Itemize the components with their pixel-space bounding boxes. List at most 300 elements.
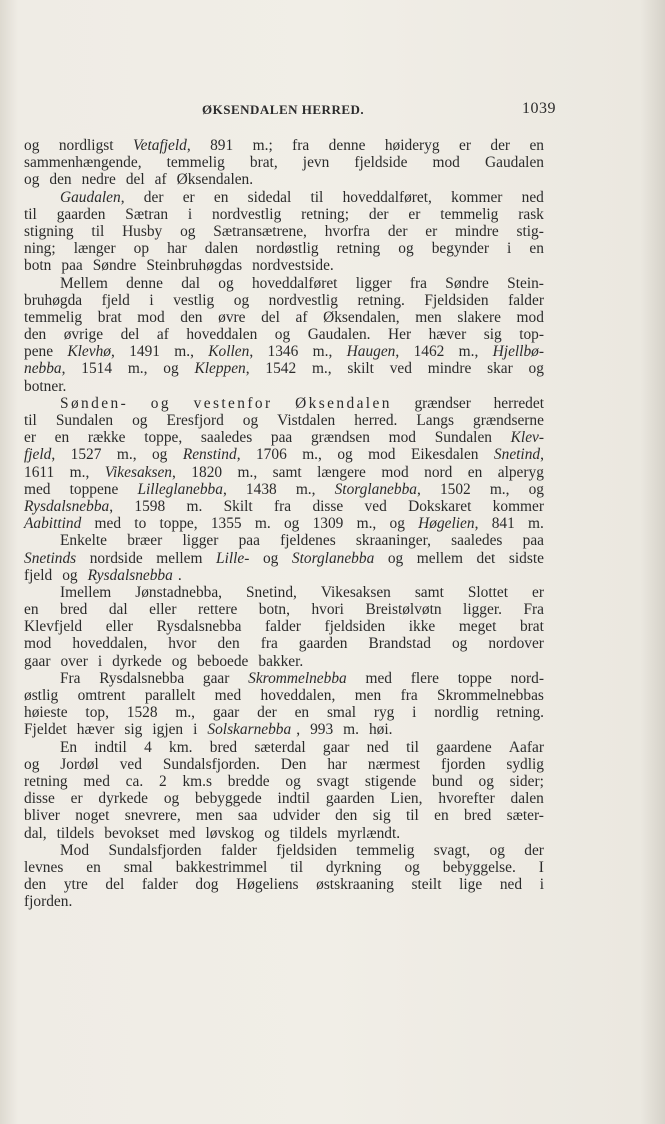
word-part: ved <box>364 497 387 515</box>
word-part: igjen <box>152 721 184 739</box>
word <box>281 756 307 773</box>
word <box>146 257 247 274</box>
word-part: , <box>109 497 114 515</box>
word <box>517 309 544 326</box>
word-part: Fra <box>60 669 81 687</box>
word-part: det <box>476 549 496 567</box>
word <box>126 171 150 188</box>
word-part: vestlig <box>173 291 215 309</box>
word-part: m. <box>254 515 271 533</box>
word <box>313 343 333 360</box>
word-part: hoveddalføret <box>251 274 338 292</box>
word-part: botn, <box>258 601 290 619</box>
word-part: . <box>177 566 182 584</box>
word <box>60 601 87 618</box>
word <box>265 360 296 377</box>
word-part: Fjeldet <box>24 721 67 739</box>
word <box>490 842 505 859</box>
word <box>72 635 147 652</box>
word <box>324 618 385 635</box>
word <box>134 498 165 515</box>
word <box>368 446 395 463</box>
word-part: og <box>478 772 494 790</box>
word-part: nordside <box>89 549 143 567</box>
word <box>532 584 544 601</box>
word-part: i <box>149 291 154 309</box>
word <box>429 326 467 343</box>
word <box>263 550 278 567</box>
word-part: østskraaning <box>316 876 394 894</box>
word <box>60 842 89 859</box>
word-part: 891 <box>210 137 234 154</box>
word-part: bruhøgda <box>24 291 83 309</box>
word <box>261 687 336 704</box>
word <box>94 739 127 756</box>
word <box>256 240 318 257</box>
word-part: Gaudalen <box>60 188 121 206</box>
word <box>388 326 411 343</box>
word <box>511 429 544 446</box>
word <box>221 842 257 859</box>
word-part: del <box>261 308 280 326</box>
word <box>155 171 172 188</box>
word <box>24 515 81 532</box>
word <box>484 326 502 343</box>
word-part: botner. <box>24 377 67 395</box>
word-part: Brandstad <box>368 635 431 653</box>
word <box>434 842 470 859</box>
text-line <box>24 825 544 842</box>
word-part: den <box>335 807 358 825</box>
word <box>24 206 37 223</box>
word-part: ned <box>521 188 544 206</box>
text-line <box>24 653 544 670</box>
word <box>417 550 463 567</box>
word-part: og <box>242 412 259 429</box>
word-part: til <box>91 222 105 240</box>
word-part: nedre <box>81 171 116 189</box>
word-part: mod <box>381 463 409 481</box>
word <box>70 481 119 498</box>
word <box>434 807 449 824</box>
word-part: 2 <box>158 772 167 790</box>
word-part: 1527 <box>70 446 102 464</box>
word <box>497 704 544 721</box>
word <box>408 206 420 223</box>
word-part: temmelig <box>24 308 83 326</box>
word <box>510 773 544 790</box>
word-part: bliver <box>24 807 60 825</box>
word-part: beboede <box>197 652 249 670</box>
word <box>105 464 176 481</box>
running-header <box>26 100 556 120</box>
word <box>459 876 482 893</box>
word-part: Sundalsfjorden <box>108 841 202 859</box>
word <box>441 756 485 773</box>
word <box>374 704 395 721</box>
word-part: Storglanebba <box>334 480 417 498</box>
word-part: samt <box>414 583 444 601</box>
word-part: mod <box>368 446 396 464</box>
word-part: retning <box>336 240 381 258</box>
word-part: ligger <box>182 532 219 550</box>
word-part: der <box>387 222 408 240</box>
word <box>459 137 471 154</box>
word-part: ca. <box>125 772 144 790</box>
word-part: smal <box>326 704 357 722</box>
word <box>163 756 260 773</box>
word <box>255 515 271 532</box>
word <box>99 670 184 687</box>
word-part: en <box>54 429 70 447</box>
word <box>507 275 544 292</box>
word <box>234 292 249 309</box>
word-part: brat <box>519 618 544 636</box>
word <box>292 550 374 567</box>
word <box>381 464 408 481</box>
word-part: en <box>294 704 310 722</box>
word <box>280 532 336 549</box>
word-part: Lille- <box>216 549 250 567</box>
word-part: meget <box>458 618 497 636</box>
word <box>60 584 111 601</box>
word-part: m. <box>343 721 359 739</box>
word <box>355 687 382 704</box>
word-part: grændserne <box>473 412 544 429</box>
word-part: af <box>156 326 169 344</box>
word <box>404 859 419 876</box>
word <box>335 481 421 498</box>
word <box>210 739 237 756</box>
word <box>418 515 478 532</box>
word <box>75 807 109 824</box>
word <box>433 154 460 171</box>
word-part: fjeld <box>101 291 130 309</box>
word <box>529 137 544 154</box>
word <box>194 360 249 377</box>
word <box>167 412 224 429</box>
text-line <box>24 567 544 584</box>
word <box>64 876 88 893</box>
word-part: i <box>193 721 198 739</box>
word <box>494 446 544 463</box>
word <box>432 773 463 790</box>
word-part: med <box>169 824 196 842</box>
word-part: til <box>405 807 419 825</box>
word <box>151 395 171 412</box>
word-part: m. <box>186 497 203 515</box>
word-part: nordvestlig <box>268 291 338 309</box>
word-part: Høgelien <box>418 515 475 533</box>
word <box>337 825 405 842</box>
word-part: sidedal <box>247 188 292 206</box>
word-part: ned <box>499 876 523 894</box>
word <box>428 360 472 377</box>
word <box>24 240 56 257</box>
word-part: nordøstlig <box>256 240 319 258</box>
word <box>477 550 496 567</box>
word-part: gaarden <box>298 635 348 653</box>
word-part: Aafar <box>508 738 544 756</box>
word <box>278 790 311 807</box>
word <box>488 635 544 652</box>
word-part: gaarden <box>56 205 106 223</box>
word-part: hoveddalen, <box>260 687 336 704</box>
word-part: m., <box>69 463 90 481</box>
word <box>24 412 37 429</box>
word <box>238 464 258 481</box>
word <box>177 171 259 188</box>
word-part: flere <box>410 669 439 687</box>
word-part: er <box>532 583 544 601</box>
word-part: herred. <box>354 412 398 429</box>
word-part: der <box>143 188 164 206</box>
word-part: den <box>24 326 47 344</box>
word <box>169 739 193 756</box>
word-part: sig <box>372 807 391 825</box>
word <box>248 670 347 687</box>
word-part: paa <box>61 257 83 275</box>
word <box>406 807 419 824</box>
word <box>24 807 60 824</box>
word-part: nordligst <box>58 137 114 154</box>
word <box>24 687 58 704</box>
word-part: svagt, <box>433 841 471 859</box>
word-part: 1462 <box>413 343 445 361</box>
word-part: alperyg <box>497 463 544 481</box>
word-part: to <box>134 515 147 533</box>
word-part: fra <box>400 687 418 704</box>
word-part: tildels <box>56 824 95 842</box>
word-part: men <box>196 807 223 825</box>
word-part: sig <box>124 721 143 739</box>
word <box>60 670 81 687</box>
word-part: mod <box>388 429 416 447</box>
word <box>317 773 350 790</box>
word <box>195 790 262 807</box>
word-part: ved <box>389 360 412 378</box>
word-part: skilt <box>347 360 374 378</box>
word <box>369 721 398 738</box>
word-part: m., <box>489 480 510 498</box>
word <box>152 721 188 738</box>
word <box>369 635 431 652</box>
word-part: samt <box>272 463 302 481</box>
word <box>271 429 292 446</box>
word-part: i <box>187 205 193 223</box>
word <box>213 223 307 240</box>
word-part: Her <box>388 326 412 344</box>
word <box>24 721 72 738</box>
word <box>487 360 513 377</box>
word-part: dyrkning <box>325 858 382 876</box>
word-part: Gaudalen. <box>307 326 371 344</box>
word-part: m. <box>528 515 544 533</box>
word <box>273 807 320 824</box>
text-line <box>24 876 544 893</box>
word-part: , <box>61 360 66 378</box>
word <box>326 790 375 807</box>
word-part: disse <box>24 790 55 808</box>
text-line <box>24 257 544 274</box>
word-part: dal <box>181 274 200 292</box>
word-part: sæterdal <box>254 738 306 756</box>
word-part: Gaudalen <box>485 154 544 172</box>
word-part: og <box>285 772 301 790</box>
text-line <box>24 360 544 377</box>
word-part: fjeldside <box>354 154 408 172</box>
word <box>337 446 352 463</box>
word <box>401 687 418 704</box>
word <box>299 635 348 652</box>
word-part: toppe, <box>159 515 198 533</box>
word <box>125 206 168 223</box>
word <box>414 343 445 360</box>
word <box>71 790 83 807</box>
word-part: og <box>180 222 196 240</box>
word-part: gaar <box>322 738 350 756</box>
word <box>24 567 57 584</box>
word <box>135 584 222 601</box>
word <box>98 653 107 670</box>
text-line <box>24 343 544 360</box>
word-part: tildels <box>289 824 328 842</box>
text-line <box>24 326 544 343</box>
word <box>188 206 192 223</box>
word-part: sider; <box>509 772 544 790</box>
word-part: fra <box>409 274 427 292</box>
word <box>273 464 302 481</box>
word <box>485 154 544 171</box>
word-part: nord- <box>510 669 544 687</box>
word-part: m., <box>312 343 333 361</box>
text-line <box>24 429 544 446</box>
word-part: levnes <box>24 858 64 876</box>
word <box>159 773 167 790</box>
word-part: østlig <box>24 687 59 704</box>
word-part: der <box>368 205 389 223</box>
word <box>313 515 344 532</box>
word <box>494 395 544 412</box>
word <box>388 223 408 240</box>
text-line <box>24 584 544 601</box>
word-part: 1309 <box>312 515 344 533</box>
word <box>134 515 146 532</box>
word-part: nordvestside. <box>252 257 334 275</box>
word-part: den <box>49 171 72 189</box>
word <box>193 721 202 738</box>
word-part: Langs <box>416 412 454 429</box>
word <box>268 343 299 360</box>
word-part: hvor <box>168 635 197 653</box>
word-part: Storglanebba <box>291 549 375 567</box>
word-part: med <box>365 669 392 687</box>
word <box>197 653 253 670</box>
word-part: fra <box>260 635 278 653</box>
word-part: fjeldsiden <box>324 618 386 636</box>
text-line <box>24 137 544 154</box>
word-part: hvorefter <box>438 790 495 808</box>
word-part: herredet <box>493 394 544 412</box>
word-part: , <box>245 360 250 378</box>
word <box>134 240 149 257</box>
word <box>416 412 454 429</box>
word <box>24 859 63 876</box>
word <box>295 704 310 721</box>
word <box>254 739 305 756</box>
word <box>24 704 68 721</box>
word <box>24 326 46 343</box>
word <box>519 326 544 343</box>
word <box>317 464 366 481</box>
word-part: længer <box>73 240 116 258</box>
word-part: temmelig <box>166 154 225 172</box>
word <box>78 687 126 704</box>
word-part: og <box>528 360 544 378</box>
word-part: og <box>171 652 188 670</box>
word <box>167 154 225 171</box>
word <box>60 756 98 773</box>
word <box>24 790 55 807</box>
word <box>24 429 36 446</box>
text-line <box>24 171 544 188</box>
word <box>201 429 252 446</box>
word-part: 1491 <box>129 343 160 361</box>
word <box>169 825 201 842</box>
word <box>90 550 143 567</box>
word-part: af <box>295 308 308 326</box>
word-part: brat, <box>249 154 278 172</box>
body-text <box>24 137 544 910</box>
word <box>500 876 522 893</box>
word <box>164 790 179 807</box>
word-part: fjeldsiden <box>276 841 337 859</box>
word-part: skraaninger, <box>355 532 431 550</box>
word <box>198 601 237 618</box>
word-part: eller <box>105 618 134 636</box>
word <box>62 567 82 584</box>
word-part: lige <box>459 876 483 894</box>
word <box>440 206 498 223</box>
word-part: af <box>154 171 167 189</box>
word <box>120 756 142 773</box>
word <box>126 773 144 790</box>
word <box>24 378 71 395</box>
word-part: saa <box>237 807 258 825</box>
word <box>207 721 305 738</box>
word-part: og <box>489 841 505 859</box>
word-part: og <box>132 412 148 429</box>
word-part: en <box>24 601 39 619</box>
word-part: falder <box>141 876 178 894</box>
chapter-title: ØKSENDALEN HERRED. <box>202 102 365 117</box>
word-part: brat <box>97 308 122 326</box>
word-part: har <box>327 755 347 773</box>
word <box>173 292 214 309</box>
word <box>424 292 488 309</box>
word-part: indtil <box>94 738 127 756</box>
word <box>343 189 432 206</box>
word-part: Klevfjeld <box>24 618 83 636</box>
word <box>451 189 502 206</box>
word <box>215 687 242 704</box>
word-part: til <box>406 738 419 756</box>
word <box>205 240 238 257</box>
word-part: dyrkede <box>112 652 162 670</box>
word <box>415 584 444 601</box>
word-part: med <box>24 480 51 498</box>
word <box>145 687 195 704</box>
